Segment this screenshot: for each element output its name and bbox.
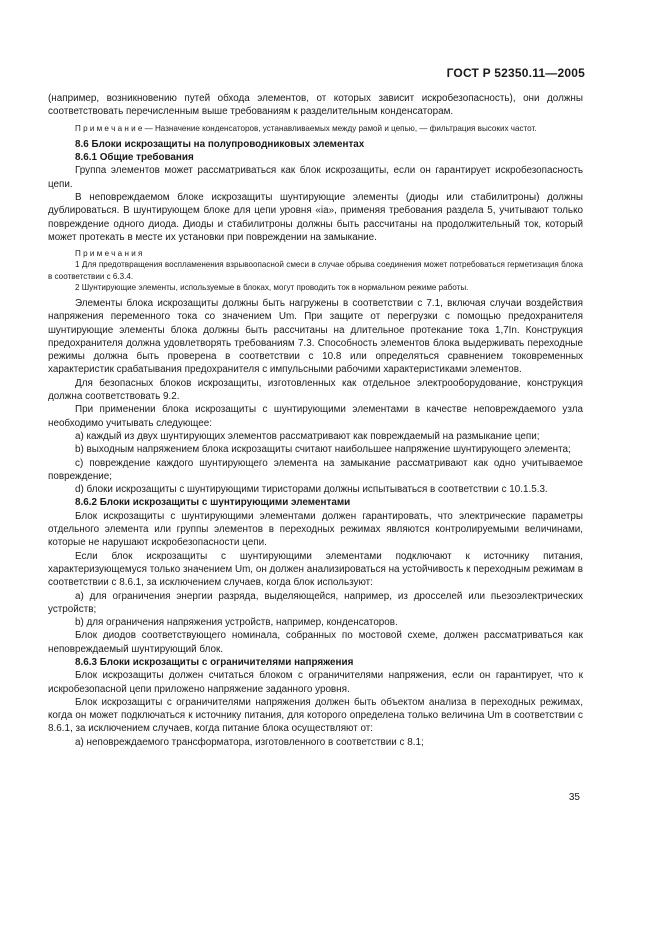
list-item: c) повреждение каждого шунтирующего элемента на замыкание рассматривают как одно учитываемое повреждение; <box>48 457 583 482</box>
paragraph: Блок искрозащиты должен считаться блоком с ограничителями напряжения, если он гарантирует, что к искробезопасной цепи приложено напряжение заданного уровня. <box>48 670 583 695</box>
page-content <box>48 92 583 749</box>
list-item: d) блоки искрозащиты с шунтирующими тиристорами должны испытываться в соответствии с 10.1.5.3. <box>75 484 548 496</box>
section-heading-8-6-1: 8.6.1 Общие требования <box>75 152 194 164</box>
paragraph: В неповреждаемом блоке искрозащиты шунтирующие элементы (диоды или стабилитроны) должны дублироваться. В шунтирующем блоке для цепи уровня «ia», применяя требования раздела 5, учитывают только повреждение одного диода. Диоды и стабилитроны должны быть рассчитаны на продолжительный ток, который может протекать в месте их установки при повреждении на замыкание. <box>48 191 583 243</box>
notes-heading: Примечания <box>75 249 145 259</box>
paragraph: Для безопасных блоков искрозащиты, изготовленных как отдельное электрооборудование, конструкция должна соответствовать 9.2. <box>48 377 583 403</box>
paragraph: Группа элементов может рассматриваться как блок искрозащиты, если он гарантирует искробезопасность цепи. <box>48 165 583 190</box>
section-heading-8-6-2: 8.6.2 Блоки искрозащиты с шунтирующими элементами <box>75 497 351 509</box>
list-item: b) выходным напряжением блока искрозащиты считают наибольшее напряжение шунтирующего элемента; <box>75 444 571 456</box>
list-item: a) для ограничения энергии разряда, выделяющейся, например, из дросселей или пьезоэлектрических устройств; <box>48 590 583 615</box>
paragraph: Блок искрозащиты с шунтирующими элементами должен гарантировать, что электрические параметры отдельного элемента или группы элементов в переходных режимах являются контролируемыми величинами, которые не нарушают искробезопасности цепи. <box>48 510 583 549</box>
standard-header: ГОСТ Р 52350.11—2005 <box>446 66 585 80</box>
note: П р и м е ч а н и е — Назначение конденсаторов, устанавливаемых между рамой и цепью, — фильтрация высоких частот. <box>75 123 537 133</box>
paragraph: Если блок искрозащиты с шунтирующими элементами подключают к источнику питания, характеризующемуся только значением Um, он должен анализироваться на устойчивость к переходным режимам в соответствии с 8.6.1, за исключением случаев, когда блок используют: <box>48 550 583 589</box>
list-item: a) каждый из двух шунтирующих элементов рассматривают как повреждаемый на размыкание цепи; <box>75 430 540 442</box>
paragraph: Блок искрозащиты с ограничителями напряжения должен быть объектом анализа в переходных режимах, когда он может подключаться к источнику питания, для которого определена только величина Um в соответствии с 8.6.1, за исключением случаев, когда питание блока осуществляют от: <box>48 696 583 735</box>
list-item: a) неповреждаемого трансформатора, изготовленного в соответствии с 8.1; <box>75 736 424 748</box>
note: 2 Шунтирующие элементы, используемые в блоках, могут проводить ток в нормальном режиме работы. <box>75 282 469 292</box>
paragraph: Элементы блока искрозащиты должны быть нагружены в соответствии с 7.1, включая случаи воздействия напряжения переменного тока со значением Um. При защите от перегрузки с помощью предохранителя шунтирующие элементы блока должны быть рассчитаны на длительное протекание тока 1,7In. Конструкция предохранителя должна удовлетворять требованиям 7.3. Способность элементов блока выдерживать переходные режимы должна быть проверена в соответствии с 10.8 или определяться сравнением токовременных характеристик срабатывания предохранителя с импульсными рабочими характеристиками элементов. <box>48 297 583 376</box>
paragraph: Блок диодов соответствующего номинала, собранных по мостовой схеме, должен рассматриваться как неповреждаемый шунтирующий блок. <box>48 630 583 655</box>
paragraph: При применении блока искрозащиты с шунтирующими элементами в качестве неповреждаемого узла необходимо учитывать следующее: <box>48 404 583 429</box>
note: 1 Для предотвращения воспламенения взрывоопасной смеси в случае обрыва соединения может потребоваться герметизация блока в соответствии с 6.3.4. <box>48 260 583 281</box>
list-item: b) для ограничения напряжения устройств, например, конденсаторов. <box>75 617 398 629</box>
section-heading-8-6-3: 8.6.3 Блоки искрозащиты с ограничителями напряжения <box>75 657 354 668</box>
section-heading-8-6: 8.6 Блоки искрозащиты на полупроводниковых элементах <box>75 138 365 150</box>
page-number: 35 <box>568 792 580 803</box>
paragraph: (например, возникновению путей обхода элементов, от которых зависит искробезопасность), они должны соответствовать перечисленным выше требованиям к разделительным конденсаторам. <box>48 93 583 118</box>
